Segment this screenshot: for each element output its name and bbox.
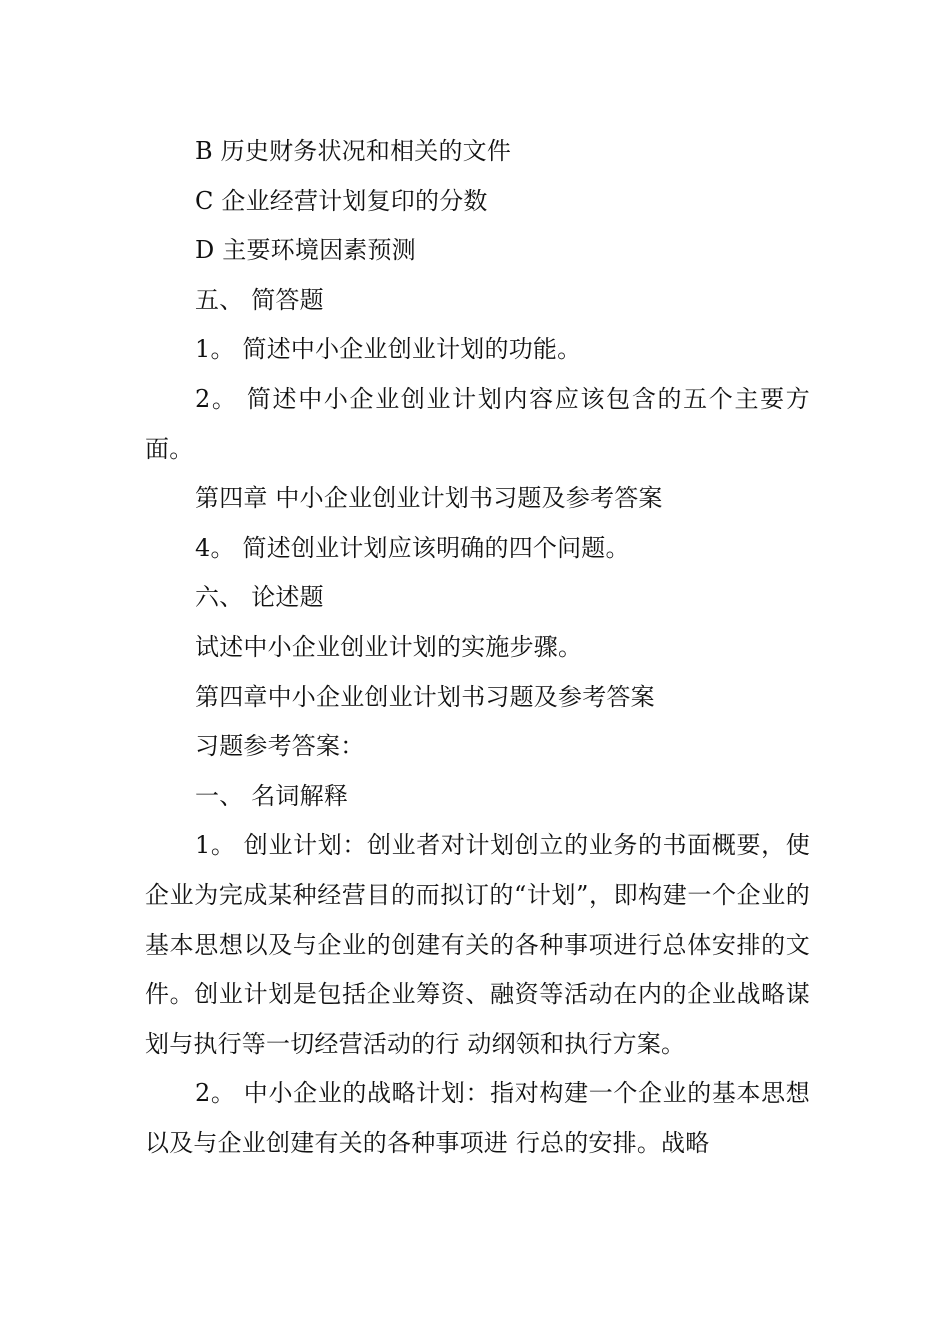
- answer-2-paragraph: 2。 中小企业的战略计划：指对构建一个企业的基本思想以及与企业创建有关的各种事项进 行总的安排。战略: [145, 1079, 810, 1157]
- option-b: B 历史财务状况和相关的文件: [195, 137, 512, 165]
- option-c: C 企业经营计划复印的分数: [195, 186, 488, 215]
- question-2: 2。 简述中小企业创业计划内容应该包含的五个主要方面。: [145, 384, 810, 463]
- section-heading-essay: 六、 论述题: [195, 583, 324, 612]
- answers-heading: 习题参考答案：: [195, 732, 365, 761]
- chapter-header-repeat: 第四章 中小企业创业计划书习题及参考答案: [195, 484, 663, 513]
- question-4: 4。 简述创业计划应该明确的四个问题。: [195, 533, 630, 562]
- essay-question: 试述中小企业创业计划的实施步骤。: [195, 632, 583, 661]
- document-body: [145, 127, 810, 1168]
- section-heading-short-answer: 五、 简答题: [195, 285, 324, 314]
- chapter-title: 第四章中小企业创业计划书习题及参考答案: [195, 682, 655, 711]
- question-1: 1。 简述中小企业创业计划的功能。: [195, 335, 582, 364]
- option-d: D 主要环境因素预测: [195, 236, 416, 265]
- answer-1-paragraph: 1。 创业计划：创业者对计划创立的业务的书面概要，使企业为完成某种经营目的而拟订的“计划”，即构建一个企业的基本思想以及与企业的创建有关的各种事项进行总体安排的文 件。创业计划是包括企业筹资、融资等活动在内的企业战略谋划与执行等一切经营活动的行 动纲领和执行方案。: [145, 831, 810, 1058]
- section-heading-definitions: 一、 名词解释: [195, 781, 349, 810]
